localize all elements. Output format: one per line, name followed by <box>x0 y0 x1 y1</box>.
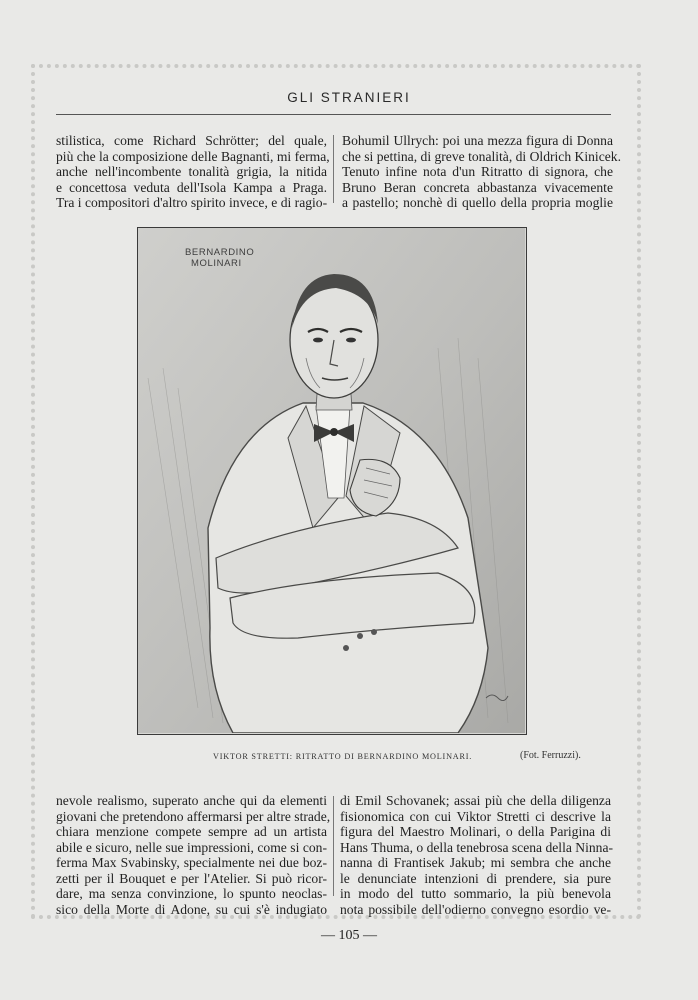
text-line: zetti per il Bouquet e per l'Atelier. Si può ricor- <box>56 870 327 886</box>
text-line: abile e sicuro, nelle sue impressioni, come si con- <box>56 839 327 855</box>
header-rule <box>56 114 611 115</box>
text-line: chiara menzione compete sempre ad un artista <box>56 824 327 839</box>
page-number: — 105 — <box>321 928 377 943</box>
text-line: fisionomica con cui Viktor Stretti ci descrive la <box>340 808 611 824</box>
text-column-bottom-right <box>340 793 614 917</box>
text-line: stilistica, come Richard Schrötter; del quale, <box>56 133 327 148</box>
text-line: le denunciate intenzioni di prendere, sia pure <box>340 870 611 886</box>
text-line: in modo del tutto sommario, la più benevola <box>340 886 611 901</box>
text-line: Bohumil Ullrych: poi una mezza figura di Donna <box>342 133 613 148</box>
running-title: GLI STRANIERI <box>287 90 411 105</box>
text-line: dare, ma senza convinzione, lo spunto neoclas- <box>56 886 327 901</box>
text-line: sico della Morte di Adone, su cui s'è indugiato <box>56 901 327 917</box>
text-line: di Emil Schovanek; assai più che della diligenza <box>340 793 611 808</box>
column-divider <box>333 135 334 203</box>
text-line: giovani che pretendono affermarsi per altre strade, <box>56 808 331 824</box>
plate-inscription <box>185 247 265 269</box>
text-line: a pastello; nonchè di quello della propria moglie <box>342 195 613 210</box>
text-line: Bruno Beran concreta abbastanza vivacemente <box>342 179 613 195</box>
portrait-illustration <box>137 227 527 735</box>
text-line: più che la composizione delle Bagnanti, mi ferma, <box>56 148 330 164</box>
text-line: e concettosa veduta dell'Isola Kampa a Praga. <box>56 179 327 195</box>
text-line: Tra i compositori d'altro spirito invece, e di ragio- <box>56 195 328 210</box>
text-line: anche nell'incombente tonalità grigia, la nitida <box>56 164 327 179</box>
text-column-bottom-left <box>56 793 331 917</box>
portrait-drawing <box>138 228 525 733</box>
text-column-top-left <box>56 133 330 211</box>
inscription-line: MOLINARI <box>191 258 242 269</box>
text-line: nanna di Frantisek Jakub; mi sembra che anche <box>340 855 611 870</box>
text-column-top-right <box>342 133 621 211</box>
text-line: ferma Max Svabinsky, specialmente nei due boz- <box>56 855 327 870</box>
text-line: Tenuto infine nota d'un Ritratto di signora, che <box>342 164 613 179</box>
column-divider <box>333 796 334 896</box>
photo-credit: (Fot. Ferruzzi). <box>520 750 581 761</box>
text-line: nevole realismo, superato anche qui da elementi <box>56 793 327 808</box>
illustration-caption: VIKTOR STRETTI: RITRATTO DI BERNARDINO MOLINARI. <box>213 752 473 761</box>
text-line: nota possibile dell'odierno convegno esordio ve- <box>340 901 611 917</box>
text-line: figura del Maestro Molinari, o della Parigina di <box>340 824 611 839</box>
text-line: che si pettina, di greve tonalità, di Oldrich Kinicek. <box>342 148 621 164</box>
text-line: Hans Thuma, o della tenebrosa scena della Ninna- <box>340 839 614 855</box>
inscription-line: BERNARDINO <box>185 247 255 258</box>
